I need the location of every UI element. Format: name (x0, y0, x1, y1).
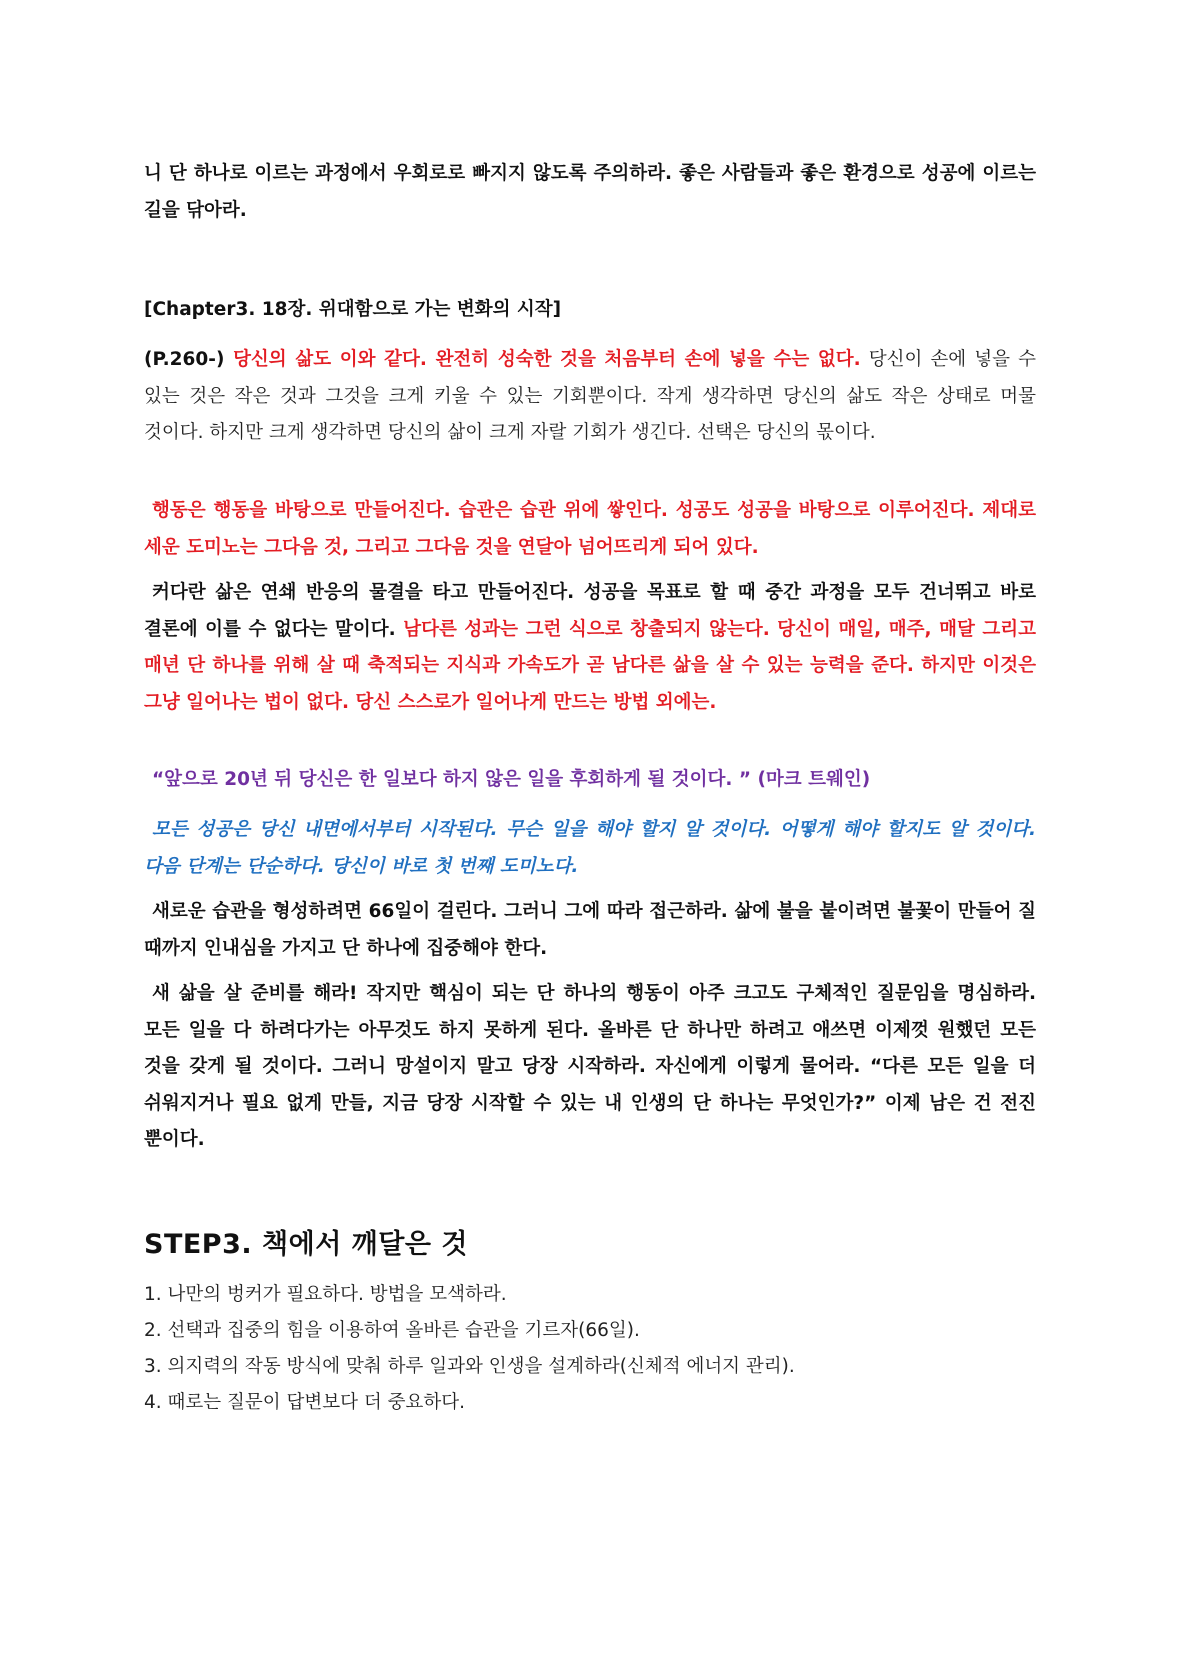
quote-twain (144, 762, 1036, 799)
paragraph-top (144, 156, 1036, 229)
quote-text: “앞으로 20년 뒤 당신은 한 일보다 하지 않은 일을 후회하게 될 것이다. ” (마크 트웨인) (152, 769, 871, 790)
list-item: 4. 때로는 질문이 답변보다 더 중요하다. (144, 1392, 466, 1413)
step3-heading: STEP3. 책에서 깨달은 것 (144, 1229, 468, 1260)
paragraph-blue (144, 812, 1036, 885)
paragraph-habit-text: 새로운 습관을 형성하려면 66일이 걸린다. 그러니 그에 따라 접근하라. 삶에 불을 붙이려면 불꽃이 만들어 질 때까지 인내심을 가지고 단 하나에 집중해야 한다. (144, 901, 1036, 959)
step3-list (144, 1277, 1036, 1421)
list-item: 2. 선택과 집중의 힘을 이용하여 올바른 습관을 기르자(66일). (144, 1320, 640, 1341)
list-item: 3. 의지력의 작동 방식에 맞춰 하루 일과와 인생을 설계하라(신체적 에너지 관리). (144, 1356, 795, 1377)
paragraph-chain-black: 커다란 삶은 연쇄 반응의 물결을 타고 만들어진다. 성공을 목표로 할 때 중간 과정을 모두 건너뛰고 바로 결론에 이를 수 없다는 말이다. (144, 582, 1036, 640)
paragraph-p260 (144, 342, 1036, 452)
paragraph-habit (144, 894, 1036, 967)
list-item: 1. 나만의 벙커가 필요하다. 방법을 모색하라. (144, 1284, 507, 1305)
paragraph-chain-red: 남다른 성과는 그런 식으로 창출되지 않는다. 당신이 매일, 매주, 매달 그리고 매년 단 하나를 위해 살 때 축적되는 지식과 가속도가 곧 남다른 삶을 살 수 있는 능력을 준다. 하지만 이것은 그냥 일어나는 법이 없다. 당신 스스로가 일어나게 만드는 방법 외에는. (144, 618, 1036, 713)
p260-highlight: 당신의 삶도 이와 같다. 완전히 성숙한 것을 처음부터 손에 넣을 수는 없다. (224, 349, 861, 370)
paragraph-domino (144, 493, 1036, 566)
paragraph-domino-text: 행동은 행동을 바탕으로 만들어진다. 습관은 습관 위에 쌓인다. 성공도 성공을 바탕으로 이루어진다. 제대로 세운 도미노는 그다음 것, 그리고 그다음 것을 연달아 넘어뜨리게 되어 있다. (144, 500, 1036, 558)
page-reference: (P.260-) (144, 349, 225, 370)
paragraph-chain (144, 575, 1036, 721)
paragraph-ready (144, 976, 1036, 1159)
paragraph-top-text: 니 단 하나로 이르는 과정에서 우회로로 빠지지 않도록 주의하라. 좋은 사람들과 좋은 환경으로 성공에 이르는 길을 닦아라. (144, 163, 1036, 221)
chapter-heading (144, 292, 1036, 329)
p260-body: 당신이 손에 넣을 수 있는 것은 작은 것과 그것을 크게 키울 수 있는 기회뿐이다. 작게 생각하면 당신의 삶도 작은 상태로 머물 것이다. 하지만 크게 생각하면 당신의 삶이 크게 자랄 기회가 생긴다. 선택은 당신의 몫이다. (144, 349, 1036, 443)
chapter-heading-text: [Chapter3. 18장. 위대함으로 가는 변화의 시작] (144, 299, 562, 320)
paragraph-blue-text: 모든 성공은 당신 내면에서부터 시작된다. 무슨 일을 해야 할지 알 것이다. 어떻게 해야 할지도 알 것이다. 다음 단계는 단순하다. 당신이 바로 첫 번째 도미노다. (144, 819, 1036, 877)
paragraph-ready-text: 새 삶을 살 준비를 해라! 작지만 핵심이 되는 단 하나의 행동이 아주 크고도 구체적인 질문임을 명심하라. 모든 일을 다 하려다가는 아무것도 하지 못하게 된다. 올바른 단 하나만 하려고 애쓰면 이제껏 원했던 모든 것을 갖게 될 것이다. 그러니 망설이지 말고 당장 시작하라. 자신에게 이렇게 물어라. “다른 모든 일을 더 쉬워지거나 필요 없게 만들, 지금 당장 시작할 수 있는 내 인생의 단 하나는 무엇인가?” 이제 남은 건 전진 뿐이다. (144, 983, 1036, 1150)
